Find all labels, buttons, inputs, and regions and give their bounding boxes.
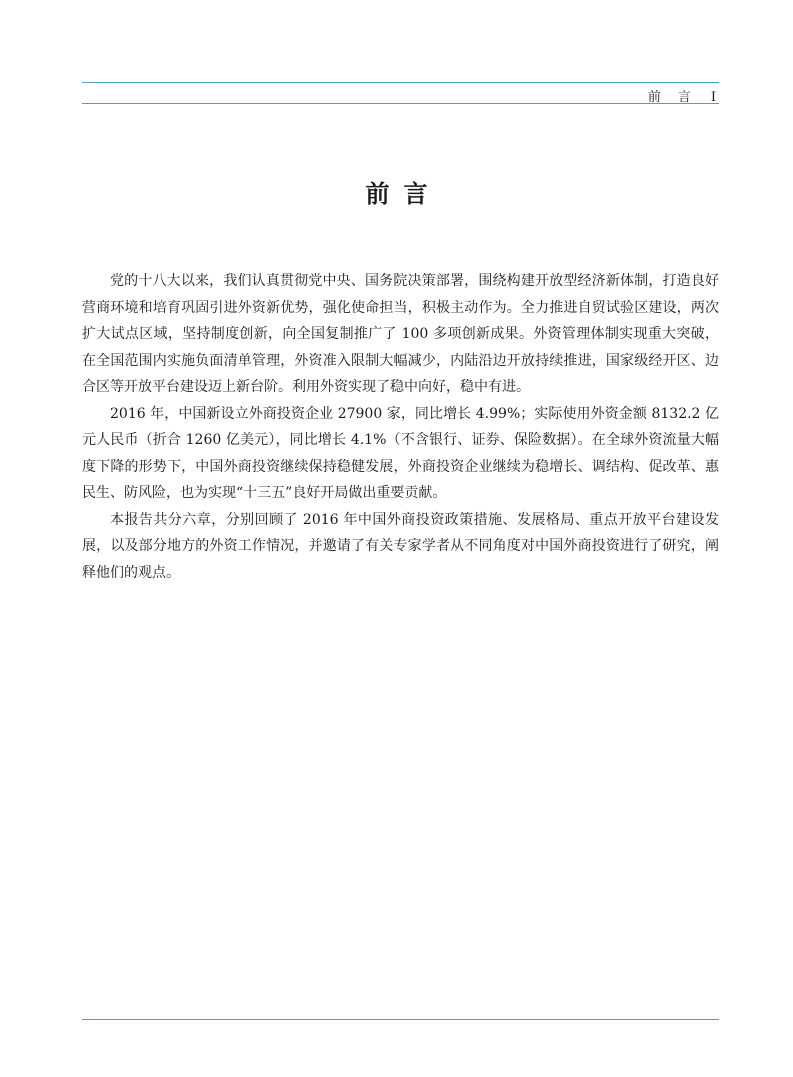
- running-title: 前 言: [647, 90, 693, 105]
- footer-rule: [82, 1019, 719, 1020]
- paragraph-1: 党的十八大以来，我们认真贯彻党中央、国务院决策部署，围绕构建开放型经济新体制，打造良好营商环境和培育巩固引进外资新优势，强化使命担当，积极主动作为。全力推进自贸试验区建设，两次扩大试点区域，坚持制度创新，向全国复制推广了 100 多项创新成果。外资管理体制实现重大突破，在全国范围内实施负面清单管理，外资准入限制大幅减少，内陆沿边开放持续推进，国家级经开区、边合区等开放平台建设迈上新台阶。利用外资实现了稳中向好，稳中有进。: [82, 273, 719, 395]
- header-bottom-rule: [82, 103, 719, 104]
- body-text: [82, 268, 719, 586]
- page-number: I: [710, 90, 718, 105]
- page-title: 前言: [365, 179, 442, 208]
- paragraph-3: 本报告共分六章，分别回顾了 2016 年中国外商投资政策措施、发展格局、重点开放平台建设发展，以及部分地方的外资工作情况，并邀请了有关专家学者从不同角度对中国外商投资进行了研究，阐释他们的观点。: [82, 511, 719, 581]
- header-top-rule: [82, 82, 719, 83]
- paragraph-2: 2016 年，中国新设立外商投资企业 27900 家，同比增长 4.99%；实际使用外资金额 8132.2 亿元人民币（折合 1260 亿美元），同比增长 4.1%（不含银行、证券、保险数据）。在全球外资流量大幅度下降的形势下，中国外商投资继续保持稳健发展，外商投资企业继续为稳增长、调结构、促改革、惠民生、防风险，也为实现“十三五”良好开局做出重要贡献。: [82, 405, 719, 501]
